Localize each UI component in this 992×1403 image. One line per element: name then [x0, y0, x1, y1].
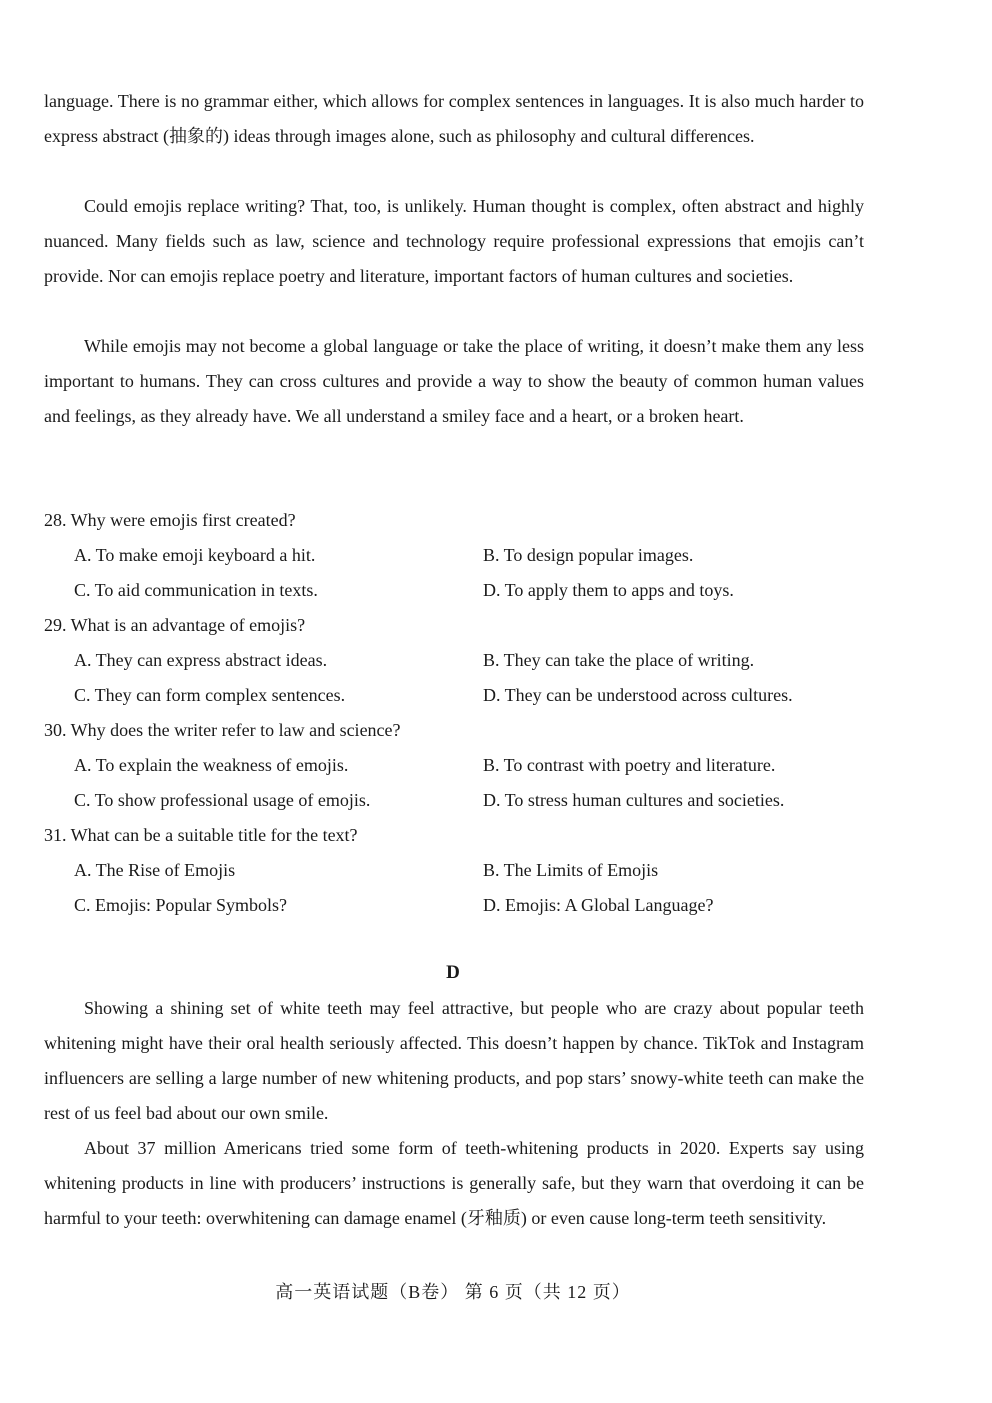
option-d: D. To stress human cultures and societies.: [483, 790, 785, 810]
question-stem: 31. What can be a suitable title for the text?: [44, 825, 358, 845]
page-footer: 高一英语试题（B卷） 第 6 页（共 12 页）: [275, 1282, 631, 1302]
option-b: B. To contrast with poetry and literature.: [483, 755, 776, 775]
option-c: C. Emojis: Popular Symbols?: [74, 895, 288, 915]
option-d: D. They can be understood across cultures.: [483, 685, 793, 705]
option-b: B. The Limits of Emojis: [483, 860, 659, 880]
passage-d-paragraph-1: Showing a shining set of white teeth may feel attractive, but people who are crazy about popular teeth whitening might have their oral health seriously affected. This doesn’t happen by chance. TikTok and Instagram influencers are selling a large number of new whitening products, and pop stars’ snowy-white teeth can make the rest of us feel bad about our own smile.: [44, 998, 864, 1123]
option-c: C. To show professional usage of emojis.: [74, 790, 371, 810]
question-30: [44, 713, 904, 818]
question-stem: 29. What is an advantage of emojis?: [44, 615, 306, 635]
passage-c-paragraph-2: Could emojis replace writing? That, too, is unlikely. Human thought is complex, often abstract and highly nuanced. Many fields such as law, science and technology require professional expressions that emojis can’t provide. Nor can emojis replace poetry and literature, important factors of human cultures and societies.: [44, 196, 864, 286]
section-title: D: [446, 962, 460, 983]
question-28: [44, 503, 904, 608]
option-b: B. To design popular images.: [483, 545, 694, 565]
option-a: A. They can express abstract ideas.: [74, 650, 328, 670]
option-a: A. To make emoji keyboard a hit.: [74, 545, 316, 565]
passage-c-paragraph-1: language. There is no grammar either, which allows for complex sentences in languages. It is also much harder to express abstract (抽象的) ideas through images alone, such as philosophy and cultural differences.: [44, 91, 864, 146]
option-c: C. They can form complex sentences.: [74, 685, 346, 705]
question-29: [44, 608, 904, 713]
question-stem: 28. Why were emojis first created?: [44, 510, 296, 530]
question-31: [44, 818, 904, 923]
option-c: C. To aid communication in texts.: [74, 580, 318, 600]
option-a: A. The Rise of Emojis: [74, 860, 236, 880]
option-d: D. To apply them to apps and toys.: [483, 580, 734, 600]
passage-d-paragraph-2: About 37 million Americans tried some form of teeth-whitening products in 2020. Experts say using whitening products in line with producers’ instructions is generally safe, but they warn that overdoing it can be harmful to your teeth: overwhitening can damage enamel (牙釉质) or even cause long-term teeth sensitivity.: [44, 1138, 864, 1228]
option-a: A. To explain the weakness of emojis.: [74, 755, 349, 775]
question-stem: 30. Why does the writer refer to law and science?: [44, 720, 401, 740]
passage-c-paragraph-3: While emojis may not become a global language or take the place of writing, it doesn’t make them any less important to humans. They can cross cultures and provide a way to show the beauty of common human values and feelings, as they already have. We all understand a smiley face and a heart, or a broken heart.: [44, 336, 864, 426]
option-d: D. Emojis: A Global Language?: [483, 895, 714, 915]
option-b: B. They can take the place of writing.: [483, 650, 755, 670]
question-list: [44, 503, 904, 923]
